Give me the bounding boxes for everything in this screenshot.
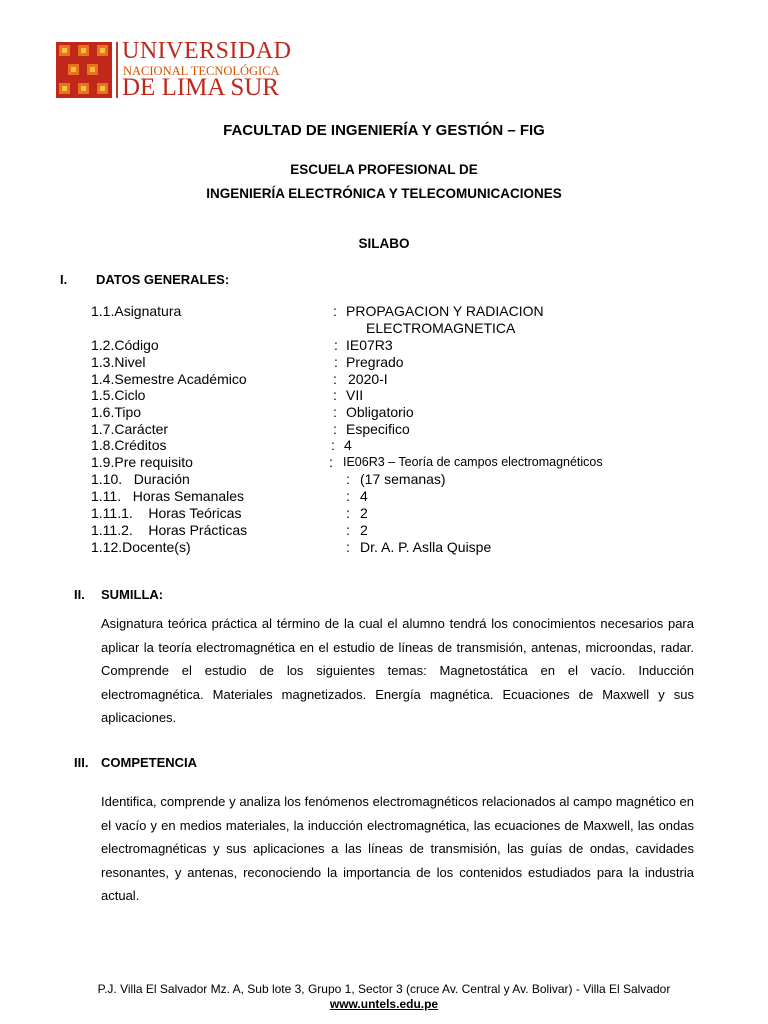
row-value: 4 [360,488,368,504]
row-value: 2 [360,522,368,538]
data-row-codigo [91,337,691,354]
university-logo-icon [56,42,112,98]
row-label: 1.9.Pre requisito [91,454,193,470]
sumilla-paragraph: Asignatura teórica práctica al término de la cual el alumno tendrá los conocimientos necesarios para aplicar la teoría electromagnética en el estudio de líneas de transmisión, antenas, microondas, radar. Comprende el estudio de los siguientes temas: Magnetostática en el vacío. Inducción electromagnética. Materiales magnetizados. Energía magnética. Ecuaciones de Maxwell y sus aplicaciones. [101,616,694,725]
data-row-docente [91,539,691,556]
section-1-number: I. [60,272,68,287]
row-colon: : [334,337,338,353]
row-value: 2020-I [348,371,388,387]
row-value-continued: ELECTROMAGNETICA [366,320,516,336]
data-row-horas-semanales [91,488,691,505]
row-colon: : [333,387,337,403]
logo-divider [116,42,118,98]
row-colon: : [346,522,350,538]
row-label: 1.4.Semestre Académico [91,371,247,387]
section-2-number: II. [74,587,85,602]
footer-address: P.J. Villa El Salvador Mz. A, Sub lote 3, Grupo 1, Sector 3 (cruce Av. Central y Av. Bolivar) - Villa El Salvador [97,982,671,996]
row-label: 1.12.Docente(s) [91,539,191,555]
competencia-paragraph: Identifica, comprende y analiza los fenómenos electromagnéticos relacionados al campo magnético en el vacío y en medios materiales, la inducción electromagnética, las ecuaciones de Maxwell, las ondas electromagnéticas y sus aplicaciones a las líneas de transmisión, las guías de ondas, cavidades resonantes, y antenas, reconociendo la importancia de los contenidos estudiados para la industria actual. [101,794,694,903]
section-3-title: COMPETENCIA [101,755,198,770]
row-colon: : [333,371,337,387]
row-colon: : [333,404,337,420]
logo-text-lima-sur: DE LIMA SUR [122,74,279,101]
row-colon: : [346,471,350,487]
data-row-ciclo [91,387,691,404]
faculty-title: FACULTAD DE INGENIERÍA Y GESTIÓN – FIG [223,122,545,139]
row-label: 1.11.1. Horas Teóricas [91,505,242,521]
section-1-title: DATOS GENERALES: [96,272,230,287]
row-value: Obligatorio [346,404,414,420]
row-label: 1.10. Duración [91,471,190,487]
row-colon: : [334,354,338,370]
row-value: PROPAGACION Y RADIACION [346,303,544,319]
row-label: 1.7.Carácter [91,421,169,437]
row-value: 2 [360,505,368,521]
data-row-nivel [91,354,691,371]
data-row-caracter [91,421,691,438]
logo-text-nacional: NACIONAL TECNOLÓGICA [123,64,280,78]
row-value: Dr. A. P. Aslla Quispe [360,539,492,555]
row-label: 1.2.Código [91,337,159,353]
row-colon: : [329,454,333,470]
row-value: IE07R3 [346,337,393,353]
row-label: 1.11. Horas Semanales [91,488,245,504]
data-row-prerequisito [91,454,691,471]
row-label: 1.11.2. Horas Prácticas [91,522,248,538]
row-value: (17 semanas) [360,471,446,487]
data-row-creditos [91,437,691,454]
row-colon: : [333,303,337,319]
row-value: IE06R3 – Teoría de campos electromagnéticos [343,455,603,469]
row-colon: : [346,539,350,555]
data-row-asignatura [91,303,691,336]
row-value: Pregrado [346,354,404,370]
row-colon: : [331,437,335,453]
data-row-tipo [91,404,691,421]
section-2-title: SUMILLA: [101,587,164,602]
row-label: 1.3.Nivel [91,354,146,370]
school-title-line1: ESCUELA PROFESIONAL DE [290,162,478,177]
row-label: 1.8.Créditos [91,437,167,453]
row-label: 1.5.Ciclo [91,387,146,403]
row-label: 1.1.Asignatura [91,303,182,319]
data-row-horas-teoricas [91,505,691,522]
row-label: 1.6.Tipo [91,404,142,420]
row-value: 4 [344,437,352,453]
data-row-duracion [91,471,691,488]
row-colon: : [346,505,350,521]
logo-text-universidad: UNIVERSIDAD [122,38,292,64]
footer-website-link[interactable]: www.untels.edu.pe [329,997,439,1011]
row-colon: : [346,488,350,504]
data-row-semestre [91,371,691,388]
row-value: Especifico [346,421,410,437]
row-value: VII [346,387,364,403]
row-colon: : [333,421,337,437]
data-row-horas-practicas [91,522,691,539]
section-3-number: III. [74,755,89,770]
school-title-line2: INGENIERÍA ELECTRÓNICA Y TELECOMUNICACIONES [206,186,562,201]
document-title: SILABO [358,236,410,251]
